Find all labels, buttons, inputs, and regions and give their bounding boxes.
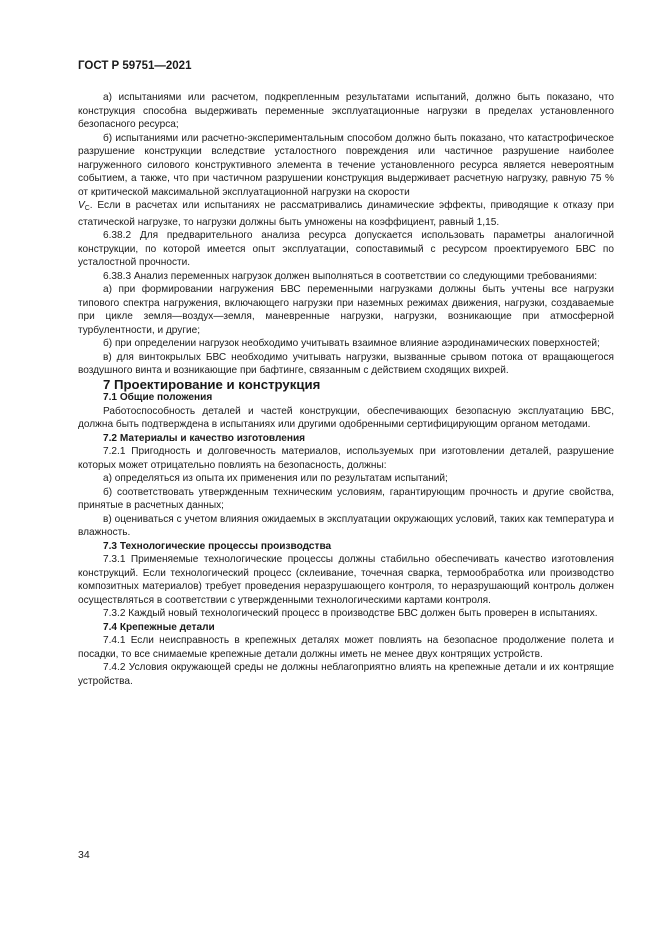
- section-heading: 7.1 Общие положения: [103, 392, 213, 403]
- paragraph: 7.4.2 Условия окружающей среды не должны неблагоприятно влиять на крепежные детали и их контрящие устройства.: [78, 662, 614, 687]
- paragraph: в) оцениваться с учетом влияния ожидаемых в эксплуатации окружающих условий, таких как температура и влажность.: [78, 513, 614, 538]
- velocity-symbol: V: [78, 200, 85, 211]
- paragraph: 6.38.3 Анализ переменных нагрузок должен выполняться в соответствии со следующими требованиями:: [103, 270, 598, 282]
- paragraph: 7.3.2 Каждый новый технологический процесс в производстве БВС должен быть проверен в испытаниях.: [103, 608, 598, 619]
- section-heading: 7.4 Крепежные детали: [103, 621, 215, 633]
- paragraph: б) при определении нагрузок необходимо учитывать взаимное влияние аэродинамических поверхностей;: [103, 338, 600, 349]
- paragraph: а) определяться из опыта их применения или по результатам испытаний;: [103, 473, 448, 484]
- paragraph: в) для винтокрылых БВС необходимо учитывать нагрузки, вызванные срывом потока от вращающегося воздушного винта и возникающие при бафтинге, связанным с действием сходящих вихрей.: [78, 351, 614, 376]
- document-header: ГОСТ Р 59751—2021: [78, 60, 192, 72]
- paragraph: 7.2.1 Пригодность и долговечность материалов, используемых при изготовлении деталей, разрушение которых может отрицательно повлиять на безопасность, должны:: [78, 446, 614, 471]
- velocity-subscript: C: [84, 205, 90, 212]
- paragraph: б) соответствовать утвержденным техническим условиям, гарантирующим прочность и другие свойства, принятые в расчетных данных;: [78, 486, 614, 511]
- document-body: [78, 91, 614, 688]
- paragraph: б) испытаниями или расчетно-экспериментальным способом должно быть показано, что катастрофическое разрушение конструкции вследствие усталостного повреждения или частичное разрушение наиболее нагруженного силового конструктивного элемента в течение установленного ресурса является невероятным событием, а также, что при частичном разрушении конструкция выдерживает расчетную нагрузку, равную 75 % от критической максимальной эксплуатационной нагрузки на скорости: [78, 132, 614, 198]
- chapter-heading: 7 Проектирование и конструкция: [103, 376, 321, 392]
- paragraph: а) при формировании нагружения БВС переменными нагрузками должны быть учтены все нагрузки типового спектра нагружения, включающего нагрузки при наземных режимах движения, нагрузки, создаваемые при цикле земля—воздух—земля, маневренные нагрузки, нагрузки, возникающие при атмосферной турбулентности, и другие;: [78, 284, 614, 336]
- section-heading: 7.2 Материалы и качество изготовления: [103, 432, 306, 444]
- paragraph: а) испытаниями или расчетом, подкрепленным результатами испытаний, должно быть показано, что конструкция способна выдерживать переменные эксплуатационные нагрузки в пределах установленного безопасного ресурса;: [78, 92, 614, 130]
- paragraph-text: . Если в расчетах или испытаниях не рассматривались динамические эффекты, приводящие к отказу при статической нагрузке, то нагрузки должны быть умножены на коэффициент, равный 1,15.: [78, 200, 614, 228]
- paragraph: 6.38.2 Для предварительного анализа ресурса допускается использовать параметры аналогичной конструкции, по которой имеется опыт эксплуатации, сопоставимый с ресурсом проектируемого БВС по усталостной прочности.: [78, 230, 614, 268]
- paragraph: 7.3.1 Применяемые технологические процессы должны стабильно обеспечивать качество изготовления конструкций. Если технологический процесс (склеивание, точечная сварка, термообработка или производство композитных материалов) требует проведения неразрушающего контроля, то неразрушающий контроль должен осуществляться в соответствии с утвержденными технологическими картами контроля.: [78, 554, 614, 606]
- paragraph-vc: [78, 199, 614, 229]
- section-heading: 7.3 Технологические процессы производства: [103, 540, 332, 552]
- paragraph: 7.4.1 Если неисправность в крепежных деталях может повлиять на безопасное продолжение полета и посадки, то все снимаемые крепежные детали должны иметь не менее двух контрящих устройств.: [78, 635, 614, 660]
- page-number: 34: [78, 849, 90, 861]
- paragraph: Работоспособность деталей и частей конструкции, обеспечивающих безопасную эксплуатацию БВС, должна быть подтверждена в испытаниях или другими одобренными сертифицирующим органом методами.: [78, 405, 614, 430]
